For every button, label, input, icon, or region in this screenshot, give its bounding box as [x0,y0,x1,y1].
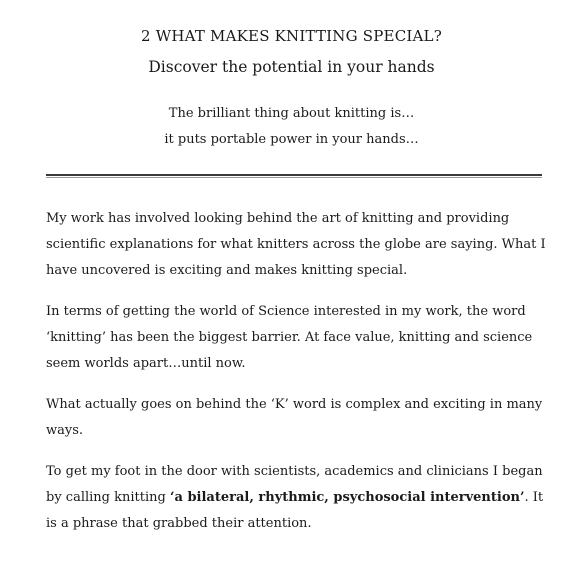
paragraph-1: My work has involved looking behind the art of knitting and providing scientific explanations for what knitters across the globe are saying. What I have uncovered is exciting and makes knitting special. [46,211,546,278]
epigraph-line-1: The brilliant thing about knitting is… [168,106,415,121]
section-divider [46,174,542,178]
chapter-title: 2 WHAT MAKES KNITTING SPECIAL? [141,27,442,45]
chapter-subtitle: Discover the potential in your hands [148,58,435,76]
paragraph-4 [46,459,546,537]
epigraph-line-2: it puts portable power in your hands… [164,132,419,147]
paragraph-2: In terms of getting the world of Science interested in my work, the word ‘knitting’ has been the biggest barrier. At face value, knitting and science seem worlds apart…until now. [46,304,533,371]
paragraph-4-emphasis: ‘a bilateral, rhythmic, psychosocial intervention’ [169,490,525,505]
paragraph-4-text-end: . It is a phrase that grabbed their attention. [46,490,544,531]
paragraph-4-text: To get my foot in the door with scientists, academics and clinicians I began by calling knitting [46,464,543,505]
epigraph [0,101,583,153]
paragraph-3: What actually goes on behind the ‘K’ word is complex and exciting in many ways. [46,397,543,438]
body-text [46,206,546,552]
